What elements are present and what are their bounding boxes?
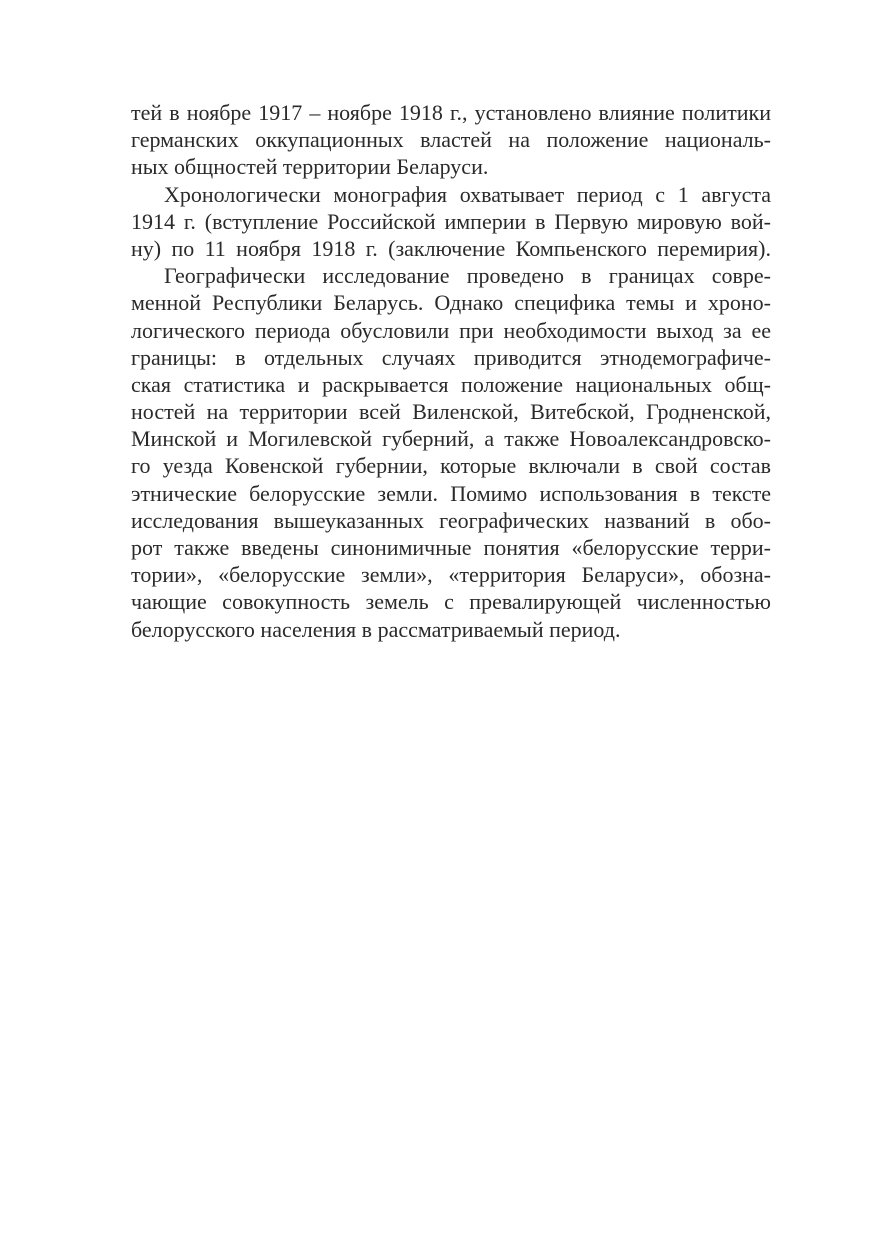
text-line: этнические белорусские земли. Помимо использования в тексте <box>131 480 771 506</box>
text-line: ных общностей территории Беларуси. <box>131 154 489 180</box>
text-line: исследования вышеуказанных географических названий в обо- <box>131 507 771 533</box>
text-line: 1914 г. (вступление Российской империи в Первую мировую вой- <box>131 208 771 234</box>
text-line: ская статистика и раскрывается положение национальных общ- <box>131 371 771 397</box>
text-line: Минской и Могилевской губерний, а также Новоалександровско- <box>131 426 771 452</box>
paragraph-1 <box>131 99 771 181</box>
paragraph-3 <box>131 262 771 643</box>
text-line: ностей на территории всей Виленской, Витебской, Гродненской, <box>131 399 771 425</box>
text-line: менной Республики Беларусь. Однако специфика темы и хроно- <box>131 290 771 316</box>
paragraph-2 <box>131 181 771 263</box>
text-line: рот также введены синонимичные понятия «белорусские терри- <box>131 535 771 560</box>
text-line: Хронологически монография охватывает период с 1 августа <box>164 181 771 207</box>
text-line: границы: в отдельных случаях приводится этнодемографиче- <box>131 344 771 370</box>
text-line: го уезда Ковенской губернии, которые включали в свой состав <box>131 453 771 479</box>
text-line: белорусского населения в рассматриваемый период. <box>131 616 621 642</box>
text-line: германских оккупационных властей на положение националь- <box>131 127 771 153</box>
body-text <box>131 99 771 643</box>
text-line: ну) по 11 ноября 1918 г. (заключение Компьенского перемирия). <box>131 235 771 261</box>
text-line: Географически исследование проведено в границах совре- <box>164 263 771 289</box>
text-line: логического периода обусловили при необходимости выход за ее <box>131 317 771 343</box>
text-line: тей в ноябре 1917 – ноябре 1918 г., установлено влияние политики <box>131 100 771 125</box>
text-line: тории», «белорусские земли», «территория Беларуси», обозна- <box>131 562 771 588</box>
text-line: чающие совокупность земель с превалирующей численностью <box>131 589 771 615</box>
